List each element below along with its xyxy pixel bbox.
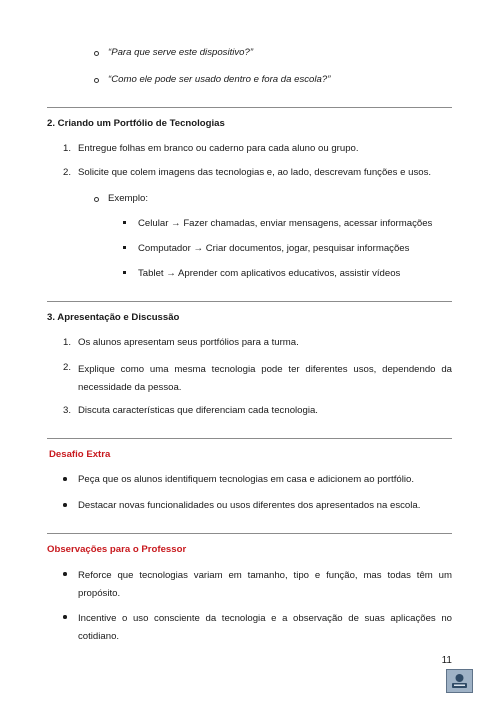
section-heading: Desafio Extra [49,449,111,460]
example-item: Celular → Fazer chamadas, enviar mensagens, acessar informações [138,218,433,229]
list-item: Solicite que colem imagens das tecnologias e, ao lado, descrevam funções e usos. [78,167,432,178]
example-label: Exemplo: [108,193,148,204]
example-item: Tablet → Aprender com aplicativos educativos, assistir vídeos [138,268,401,279]
bullet-dot-icon [63,615,67,619]
list-item: Incentive o uso consciente da tecnologia e a observação de suas aplicações no cotidiano. [78,613,452,642]
circle-bullet-icon [94,78,99,83]
list-number: 2. [63,362,72,373]
circle-bullet-icon [94,51,99,56]
list-number: 1. [63,143,72,154]
list-item: Explique como uma mesma tecnologia pode ter diferentes usos, dependendo da necessidade da pessoa. [78,364,452,393]
list-item: Entregue folhas em branco ou caderno para cada aluno ou grupo. [78,143,359,154]
square-bullet-icon [123,246,126,249]
list-number: 1. [63,337,72,348]
logo-icon [447,670,472,692]
page-number: 11 [441,655,452,666]
section-heading: 2. Criando um Portfólio de Tecnologias [47,118,225,129]
list-item: Peça que os alunos identifiquem tecnologias em casa e adicionem ao portfólio. [78,474,414,485]
example-item: Computador → Criar documentos, jogar, pesquisar informações [138,243,410,254]
bullet-dot-icon [63,572,67,576]
circle-bullet-icon [94,197,99,202]
section-divider [47,107,452,108]
square-bullet-icon [123,221,126,224]
bullet-dot-icon [63,477,67,481]
section-divider [47,301,452,302]
intro-question: “Para que serve este dispositivo?” [108,47,254,58]
list-item: Reforce que tecnologias variam em tamanho, tipo e função, mas todas têm um propósito. [78,570,452,599]
section-heading: 3. Apresentação e Discussão [47,312,180,323]
section-heading: Observações para o Professor [47,544,187,555]
logo [446,669,473,693]
intro-question: “Como ele pode ser usado dentro e fora da escola?” [108,74,331,85]
bullet-dot-icon [63,503,67,507]
list-item: Os alunos apresentam seus portfólios para a turma. [78,337,299,348]
list-item: Destacar novas funcionalidades ou usos diferentes dos apresentados na escola. [78,500,421,511]
list-number: 3. [63,405,72,416]
list-item: Discuta características que diferenciam cada tecnologia. [78,405,318,416]
list-number: 2. [63,167,72,178]
section-divider [47,438,452,439]
section-divider [47,533,452,534]
square-bullet-icon [123,271,126,274]
